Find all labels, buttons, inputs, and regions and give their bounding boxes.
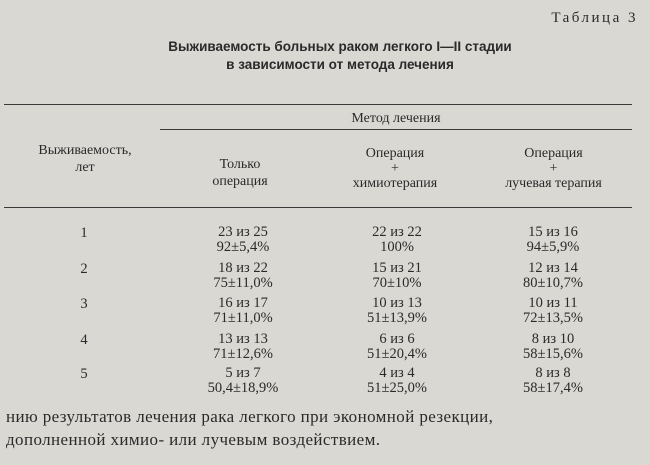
table-number-label: Таблица 3	[551, 10, 638, 26]
caption-line-2: в зависимости от метода лечения	[226, 57, 454, 72]
table-caption	[0, 38, 650, 74]
surgery-only-cell: 16 из 17 71±11,0%	[213, 295, 273, 326]
surgery-radiation-cell: 15 из 16 94±5,9%	[526, 224, 580, 255]
method-rule	[160, 129, 632, 130]
year-cell: 4	[80, 332, 88, 348]
top-rule	[4, 104, 632, 105]
surgery-chemo-cell: 10 из 13 51±13,9%	[367, 295, 427, 326]
year-cell: 3	[80, 296, 88, 312]
surgery-radiation-cell: 8 из 8 58±17,4%	[523, 365, 583, 396]
col-surgery-only-header: Только операция	[212, 157, 268, 189]
year-cell: 2	[80, 261, 88, 277]
surgery-chemo-cell: 6 из 6 51±20,4%	[367, 331, 427, 362]
treatment-method-header: Метод лечения	[351, 111, 441, 126]
year-cell: 1	[80, 225, 88, 241]
surgery-only-cell: 23 из 25 92±5,4%	[216, 224, 270, 255]
surgery-chemo-cell: 4 из 4 51±25,0%	[367, 365, 427, 396]
surgery-only-cell: 13 из 13 71±12,6%	[213, 331, 273, 362]
surgery-radiation-cell: 8 из 10 58±15,6%	[523, 331, 583, 362]
body-paragraph	[6, 405, 646, 451]
col-surgery-chemo-header: Операция + химиотерапия	[352, 146, 438, 191]
year-cell: 5	[80, 366, 88, 382]
surgery-only-cell: 18 из 22 75±11,0%	[213, 260, 273, 291]
col-surgery-radiation-header: Операция + лучевая терапия	[505, 146, 602, 191]
surgery-chemo-cell: 15 из 21 70±10%	[372, 260, 422, 291]
surgery-radiation-cell: 10 из 11 72±13,5%	[523, 295, 583, 326]
header-bottom-rule	[4, 207, 632, 208]
paragraph-line-2: дополненной химио- или лучевым воздействием.	[6, 430, 381, 449]
paragraph-line-1: нию результатов лечения рака легкого при экономной резекции,	[6, 407, 494, 426]
surgery-chemo-cell: 22 из 22 100%	[372, 224, 422, 255]
surgery-radiation-cell: 12 из 14 80±10,7%	[523, 260, 583, 291]
survival-years-header: Выживаемость, лет	[38, 143, 132, 175]
surgery-only-cell: 5 из 7 50,4±18,9%	[207, 365, 279, 396]
caption-line-1: Выживаемость больных раком легкого I—II стадии	[168, 39, 512, 54]
